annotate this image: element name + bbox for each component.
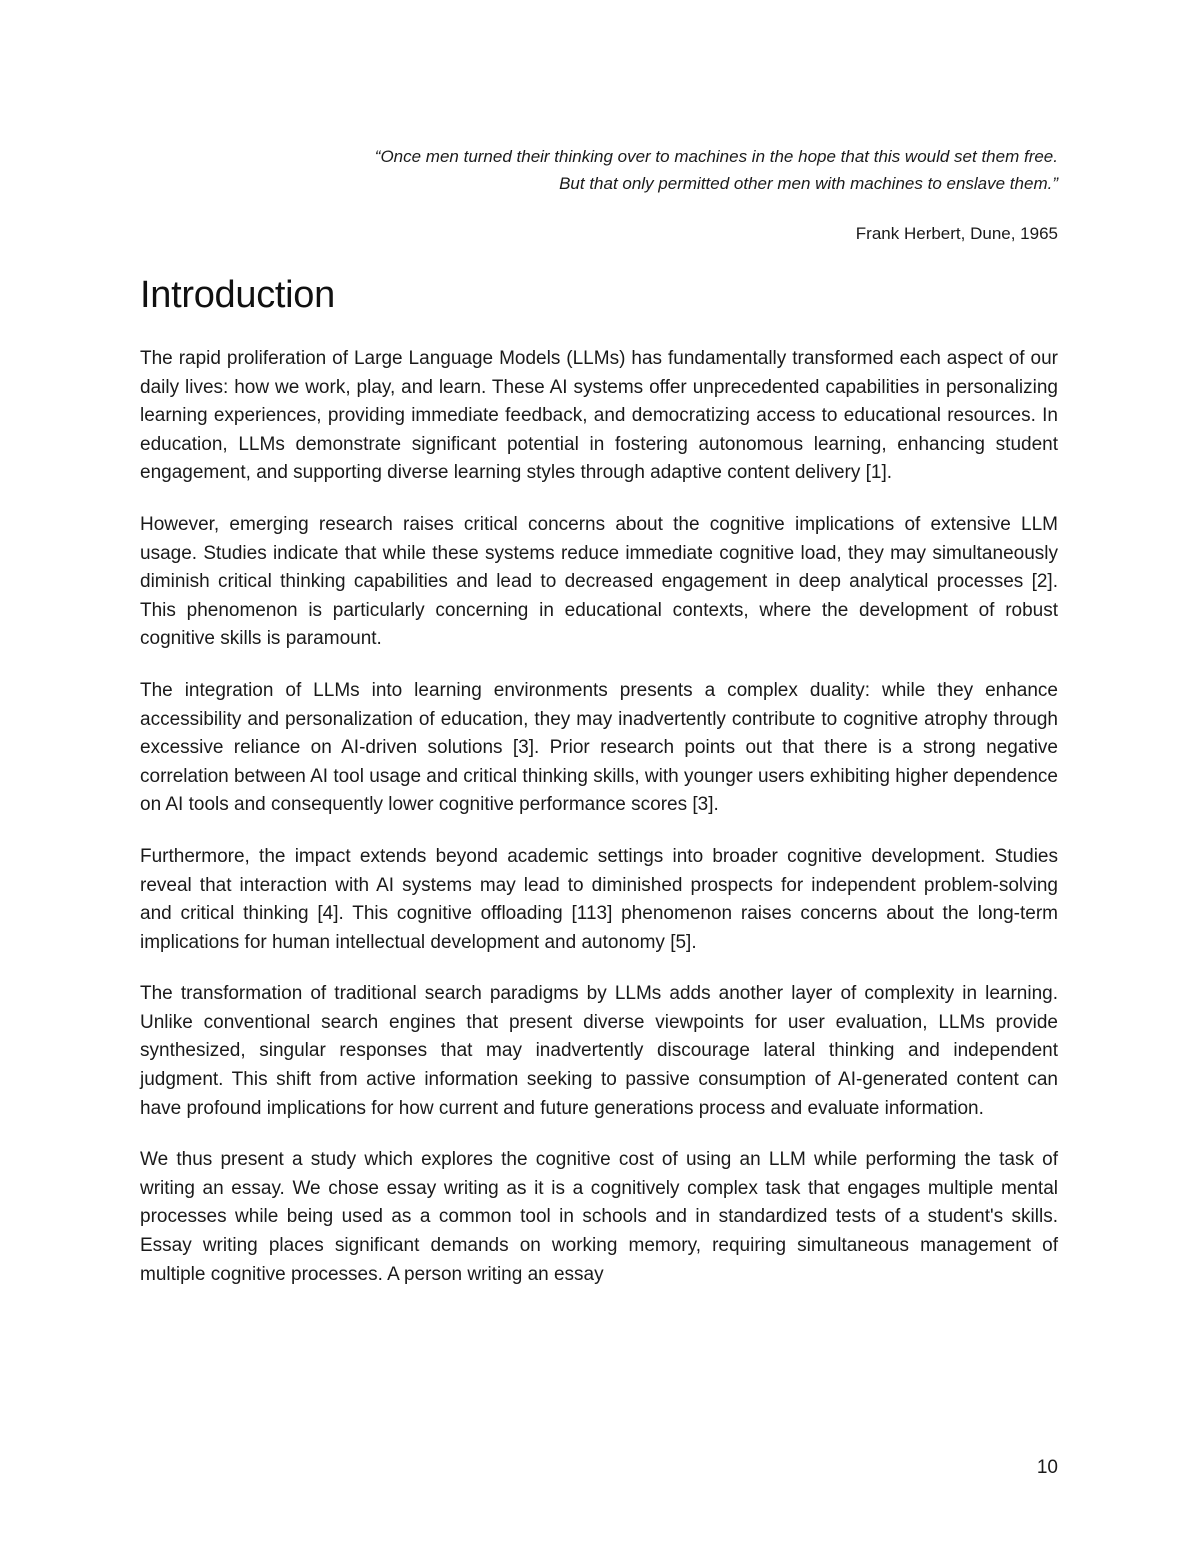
page-number: 10 (1036, 1457, 1058, 1478)
epigraph-line: “Once men turned their thinking over to machines in the hope that this would set them free. (374, 147, 1058, 166)
section-body (140, 345, 1058, 1312)
body-paragraph: The integration of LLMs into learning environments presents a complex duality: while they enhance accessibility and personalization of education, they may inadvertently contribute to cognitive atrophy through excessive reliance on AI-driven solutions [3]. Prior research points out that there is a strong negative correlation between AI tool usage and critical thinking skills, with younger users exhibiting higher dependence on AI tools and consequently lower cognitive performance scores [3]. (140, 679, 1058, 816)
epigraph-attribution: Frank Herbert, Dune, 1965 (855, 224, 1058, 243)
section-title: Introduction (140, 274, 335, 316)
body-paragraph: Furthermore, the impact extends beyond academic settings into broader cognitive development. Studies reveal that interaction with AI systems may lead to diminished prospects for independent problem-solving and critical thinking [4]. This cognitive offloading [113] phenomenon raises concerns about the long-term implications for human intellectual development and autonomy [5]. (140, 845, 1058, 953)
body-paragraph: However, emerging research raises critical concerns about the cognitive implications of extensive LLM usage. Studies indicate that while these systems reduce immediate cognitive load, they may simultaneously diminish critical thinking capabilities and lead to decreased engagement in deep analytical processes [2]. This phenomenon is particularly concerning in educational contexts, where the development of robust cognitive skills is paramount. (140, 513, 1058, 650)
body-paragraph: The transformation of traditional search paradigms by LLMs adds another layer of complexity in learning. Unlike conventional search engines that present diverse viewpoints for user evaluation, LLMs provide synthesized, singular responses that may inadvertently discourage lateral thinking and independent judgment. This shift from active information seeking to passive consumption of AI-generated content can have profound implications for how current and future generations process and evaluate information. (140, 983, 1058, 1119)
epigraph-quote (218, 143, 1058, 197)
epigraph-line: But that only permitted other men with machines to enslave them.” (559, 174, 1058, 193)
body-paragraph: The rapid proliferation of Large Language Models (LLMs) has fundamentally transformed each aspect of our daily lives: how we work, play, and learn. These AI systems offer unprecedented capabilities in personalizing learning experiences, providing immediate feedback, and democratizing access to educational resources. In education, LLMs demonstrate significant potential in fostering autonomous learning, enhancing student engagement, and supporting diverse learning styles through adaptive content delivery [1]. (140, 348, 1058, 484)
body-paragraph: We thus present a study which explores the cognitive cost of using an LLM while performing the task of writing an essay. We chose essay writing as it is a cognitively complex task that engages multiple mental processes while being used as a common tool in schools and in standardized tests of a student's skills. Essay writing places significant demands on working memory, requiring simultaneous management of multiple cognitive processes. A person writing an essay (140, 1149, 1058, 1285)
